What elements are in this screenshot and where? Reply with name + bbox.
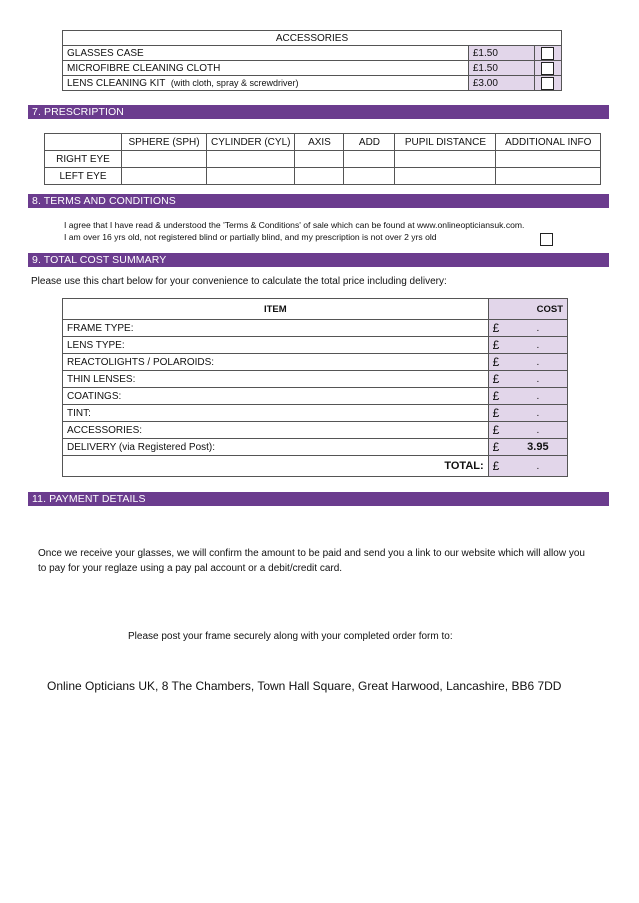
glasses-case-checkbox[interactable] (541, 47, 554, 60)
currency-symbol: £ (488, 320, 509, 337)
accessory-row (63, 46, 562, 61)
right-sphere-field[interactable] (122, 151, 207, 168)
terms-agree-checkbox[interactable] (540, 233, 553, 246)
right-cylinder-field[interactable] (207, 151, 295, 168)
cost-header: COST (488, 299, 567, 320)
accessories-title: ACCESSORIES (63, 31, 562, 46)
cost-row-amount[interactable]: . (509, 388, 568, 405)
right-pd-field[interactable] (395, 151, 496, 168)
accessory-row (63, 76, 562, 91)
currency-symbol: £ (488, 456, 509, 477)
cost-row-label: LENS TYPE: (63, 337, 489, 354)
cost-row-amount[interactable]: . (509, 371, 568, 388)
cost-row (63, 337, 568, 354)
payment-text: Once we receive your glasses, we will confirm the amount to be paid and send you a link to our website which will allow you to pay for your reglaze using a pay pal account or a debit/credit card. (38, 548, 585, 574)
accessory-price: £1.50 (468, 46, 534, 61)
right-axis-field[interactable] (295, 151, 344, 168)
col-sphere: SPHERE (SPH) (122, 134, 207, 151)
accessory-row (63, 61, 562, 76)
cost-row (63, 320, 568, 337)
accessory-checkbox-cell (534, 76, 561, 91)
cost-row-amount[interactable]: . (509, 405, 568, 422)
postal-address: Online Opticians UK, 8 The Chambers, Town Hall Square, Great Harwood, Lancashire, BB6 7DD (47, 679, 562, 693)
total-amount[interactable]: . (509, 456, 568, 477)
accessory-note: (with cloth, spray & screwdriver) (170, 77, 299, 88)
payment-heading: 11. PAYMENT DETAILS (28, 492, 609, 506)
currency-symbol: £ (488, 371, 509, 388)
terms-line-1: I agree that I have read & understood the 'Terms & Conditions' of sale which can be found at www.onlineopticiansuk.com. (64, 220, 525, 230)
cost-row-label: REACTOLIGHTS / POLAROIDS: (63, 354, 489, 371)
cost-row-label: THIN LENSES: (63, 371, 489, 388)
accessory-price: £1.50 (468, 61, 534, 76)
col-add: ADD (344, 134, 395, 151)
left-pd-field[interactable] (395, 168, 496, 185)
cost-row-label: ACCESSORIES: (63, 422, 489, 439)
delivery-amount: 3.95 (509, 439, 568, 456)
cleaning-cloth-checkbox[interactable] (541, 62, 554, 75)
right-eye-label: RIGHT EYE (45, 151, 122, 168)
col-cylinder: CYLINDER (CYL) (207, 134, 295, 151)
cost-row-label: FRAME TYPE: (63, 320, 489, 337)
cost-row-amount[interactable]: . (509, 337, 568, 354)
prescription-row-right (45, 151, 601, 168)
prescription-row-left (45, 168, 601, 185)
accessory-label: LENS CLEANING KIT (with cloth, spray & screwdriver) (63, 76, 469, 91)
cost-row (63, 439, 568, 456)
item-header: ITEM (63, 299, 489, 320)
accessory-checkbox-cell (534, 46, 561, 61)
cost-row (63, 354, 568, 371)
lens-cleaning-kit-checkbox[interactable] (541, 77, 554, 90)
left-cylinder-field[interactable] (207, 168, 295, 185)
accessory-checkbox-cell (534, 61, 561, 76)
cost-row (63, 371, 568, 388)
left-axis-field[interactable] (295, 168, 344, 185)
summary-intro: Please use this chart below for your convenience to calculate the total price including delivery: (31, 276, 447, 287)
cost-row-label: COATINGS: (63, 388, 489, 405)
summary-heading: 9. TOTAL COST SUMMARY (28, 253, 609, 267)
accessory-price: £3.00 (468, 76, 534, 91)
right-info-field[interactable] (496, 151, 601, 168)
right-add-field[interactable] (344, 151, 395, 168)
accessories-table (62, 30, 562, 91)
total-label: TOTAL: (63, 456, 489, 477)
currency-symbol: £ (488, 439, 509, 456)
prescription-table (44, 133, 601, 185)
currency-symbol: £ (488, 405, 509, 422)
left-info-field[interactable] (496, 168, 601, 185)
prescription-corner (45, 134, 122, 151)
cost-row-label: DELIVERY (via Registered Post): (63, 439, 489, 456)
cost-row-amount[interactable]: . (509, 354, 568, 371)
currency-symbol: £ (488, 337, 509, 354)
col-pupil-distance: PUPIL DISTANCE (395, 134, 496, 151)
left-add-field[interactable] (344, 168, 395, 185)
left-eye-label: LEFT EYE (45, 168, 122, 185)
currency-symbol: £ (488, 388, 509, 405)
cost-row (63, 405, 568, 422)
currency-symbol: £ (488, 354, 509, 371)
cost-row-label: TINT: (63, 405, 489, 422)
accessory-label: GLASSES CASE (63, 46, 469, 61)
cost-row (63, 422, 568, 439)
cost-row-amount[interactable]: . (509, 320, 568, 337)
cost-row (63, 388, 568, 405)
terms-heading: 8. TERMS AND CONDITIONS (28, 194, 609, 208)
col-axis: AXIS (295, 134, 344, 151)
left-sphere-field[interactable] (122, 168, 207, 185)
prescription-heading: 7. PRESCRIPTION (28, 105, 609, 119)
accessory-label: MICROFIBRE CLEANING CLOTH (63, 61, 469, 76)
currency-symbol: £ (488, 422, 509, 439)
cost-row-amount[interactable]: . (509, 422, 568, 439)
post-instruction: Please post your frame securely along with your completed order form to: (128, 631, 453, 642)
terms-line-2: I am over 16 yrs old, not registered blind or partially blind, and my prescription is not over 2 yrs old (64, 232, 437, 242)
cost-table (62, 298, 568, 477)
col-additional-info: ADDITIONAL INFO (496, 134, 601, 151)
total-row (63, 456, 568, 477)
